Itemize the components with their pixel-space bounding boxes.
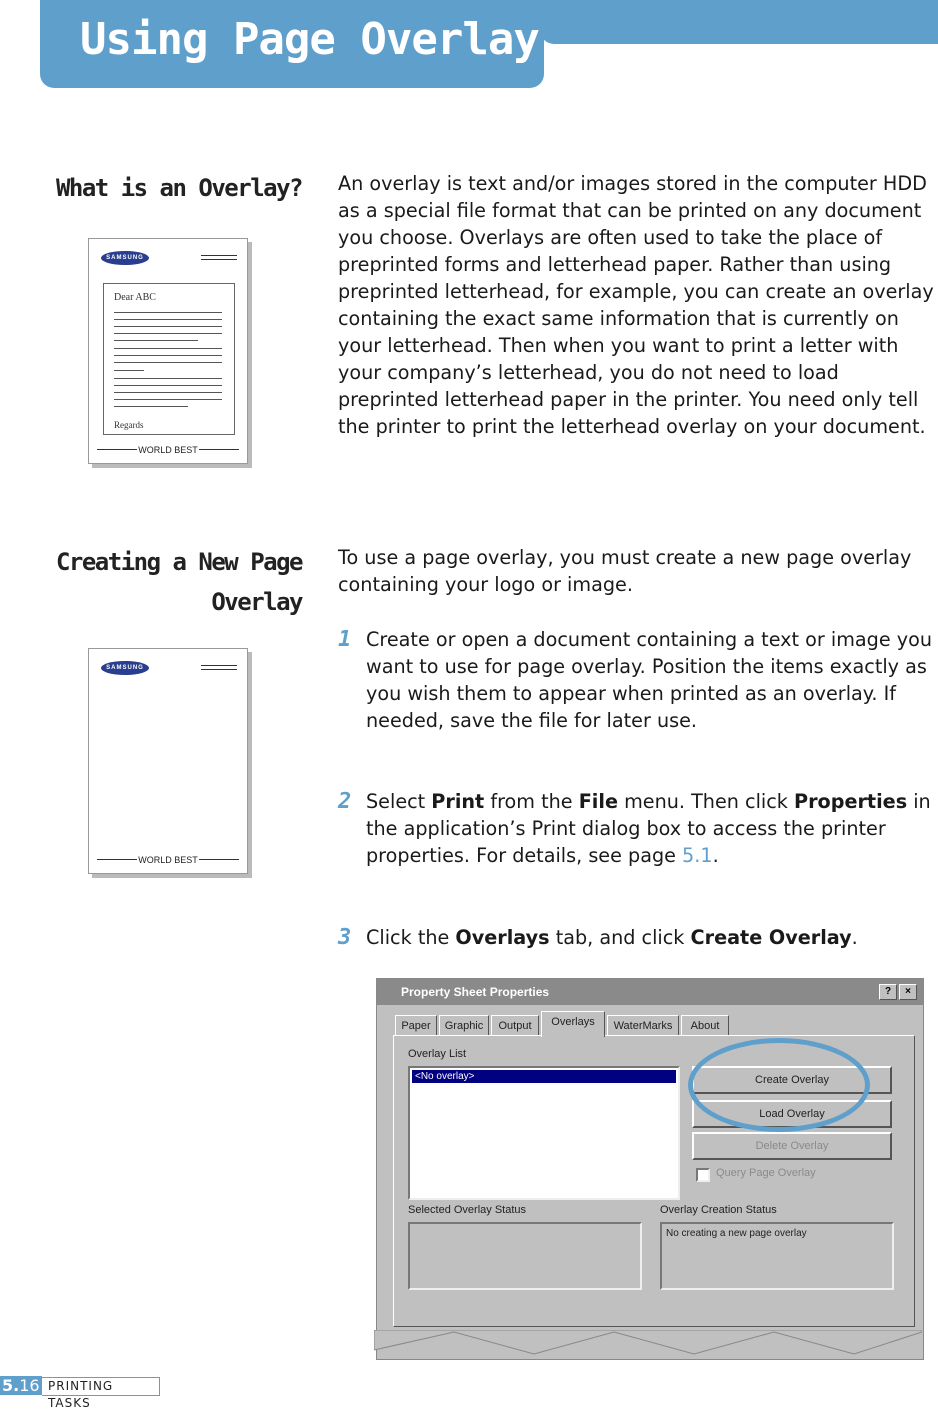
- highlight-circle: [688, 1038, 870, 1132]
- text-run: Select: [366, 790, 432, 813]
- text-line: [114, 326, 222, 327]
- text-line: [114, 385, 222, 386]
- load-overlay-button[interactable]: Load Overlay: [692, 1100, 892, 1128]
- heading-line: Creating a New Page: [55, 548, 302, 576]
- header-rule: [201, 259, 237, 260]
- step-text: [366, 924, 936, 951]
- tab-output[interactable]: Output: [491, 1015, 539, 1036]
- section-heading-what-is-overlay: What is an Overlay?: [55, 174, 302, 202]
- samsung-logo: SAMSUNG: [101, 251, 149, 265]
- blank-letterhead-illustration: [88, 648, 248, 874]
- footer-arrow-right: [199, 859, 239, 860]
- step-1: [338, 626, 936, 734]
- text-run: in the application’s Print dialog box to access the printer properties. For details, see page: [366, 790, 931, 867]
- section-label: PRINTING TASKS: [42, 1377, 160, 1396]
- step-3: [338, 924, 936, 951]
- tab-overlays[interactable]: Overlays: [541, 1011, 605, 1037]
- text-line: [114, 378, 222, 379]
- step-2: [338, 788, 936, 869]
- title-rule: [540, 0, 938, 44]
- overlay-list[interactable]: [408, 1066, 680, 1200]
- text-run: menu. Then click: [617, 790, 795, 813]
- letter-body: [103, 283, 235, 435]
- close-button[interactable]: ×: [899, 984, 917, 1000]
- text-line: [114, 399, 222, 400]
- step-text: [366, 788, 936, 869]
- header-rule: [201, 669, 237, 670]
- page-chapter: 5.: [2, 1376, 20, 1395]
- text-run: tab, and click: [549, 926, 691, 949]
- text-line: [114, 333, 222, 334]
- text-line: [114, 319, 222, 320]
- selected-status-label: Selected Overlay Status: [408, 1204, 527, 1216]
- dialog-title: Property Sheet Properties: [401, 985, 550, 999]
- selected-status-box: [408, 1222, 642, 1290]
- text-run: from the: [484, 790, 579, 813]
- letter-footer: WORLD BEST: [138, 855, 198, 865]
- text-run: Click the: [366, 926, 456, 949]
- samsung-logo: SAMSUNG: [101, 661, 149, 675]
- dialog-title-bar: [377, 979, 923, 1005]
- header-rule: [201, 665, 237, 666]
- torn-edge: [374, 1330, 922, 1364]
- query-page-overlay-checkbox[interactable]: [696, 1168, 710, 1182]
- text-line: [114, 340, 198, 341]
- step-number: 1: [338, 627, 352, 652]
- tab-graphic[interactable]: Graphic: [439, 1015, 489, 1036]
- step-number: 3: [338, 925, 352, 950]
- page-link[interactable]: 5.1: [682, 844, 713, 867]
- bold-term: Create Overlay: [690, 926, 852, 949]
- overlay-list-item[interactable]: <No overlay>: [412, 1070, 676, 1083]
- step-number: 2: [338, 789, 352, 814]
- bold-term: Print: [431, 790, 485, 813]
- text-line: [114, 406, 188, 407]
- tab-about[interactable]: About: [681, 1015, 729, 1036]
- text-line: [114, 312, 222, 313]
- text-line: [114, 355, 222, 356]
- creation-status-label: Overlay Creation Status: [660, 1204, 777, 1216]
- letter-footer: WORLD BEST: [138, 445, 198, 455]
- text-run: .: [712, 844, 719, 867]
- property-sheet-dialog: [376, 978, 924, 1360]
- letter-greeting: Dear ABC: [114, 292, 156, 303]
- overlay-list-label: Overlay List: [408, 1048, 467, 1060]
- page-num: 16: [19, 1376, 40, 1395]
- create-overlay-button[interactable]: Create Overlay: [692, 1066, 892, 1094]
- section-heading-creating-overlay: [56, 542, 302, 622]
- page-number: [0, 1376, 42, 1395]
- footer-arrow-right: [199, 449, 239, 450]
- tab-watermarks[interactable]: WaterMarks: [607, 1015, 679, 1036]
- step-text: Create or open a document containing a text or image you want to use for page overlay. Position the items exactly as you wish them to appear when printed as an overlay. If needed, save the file for later use.: [366, 628, 932, 732]
- tab-paper[interactable]: Paper: [395, 1015, 437, 1036]
- letterhead-illustration: [88, 238, 248, 464]
- header-rule: [201, 255, 237, 256]
- text-line: [114, 362, 222, 363]
- creation-status-box: [660, 1222, 894, 1290]
- bold-term: Properties: [794, 790, 908, 813]
- heading-line: Overlay: [211, 588, 302, 616]
- text-run: .: [851, 926, 858, 949]
- page-footer: [0, 1373, 160, 1410]
- text-line: [114, 348, 222, 349]
- bold-term: File: [578, 790, 618, 813]
- creation-status-text: No creating a new page overlay: [666, 1228, 807, 1239]
- text-line: [114, 370, 144, 371]
- page-title: Using Page Overlay: [80, 14, 539, 65]
- bold-term: Overlays: [455, 926, 550, 949]
- letter-closing: Regards: [114, 420, 144, 430]
- creating-intro: To use a page overlay, you must create a new page overlay containing your logo or image.: [338, 546, 912, 596]
- delete-overlay-button[interactable]: Delete Overlay: [692, 1132, 892, 1160]
- overlay-description: An overlay is text and/or images stored in the computer HDD as a special file format that can be printed on any document you choose. Overlays are often used to take the place of preprinted forms and letterhead paper. Rather than using preprinted letterhead, for example, you can create an overlay containing the exact same information that is currently on your letterhead. Then when you want to print a letter with your company’s letterhead, you do not need to load preprinted letterhead paper in the printer. You need only tell the printer to print the letterhead overlay on your document.: [338, 172, 934, 438]
- help-button[interactable]: ?: [879, 984, 897, 1000]
- text-line: [114, 392, 222, 393]
- query-page-overlay-label: Query Page Overlay: [716, 1167, 816, 1179]
